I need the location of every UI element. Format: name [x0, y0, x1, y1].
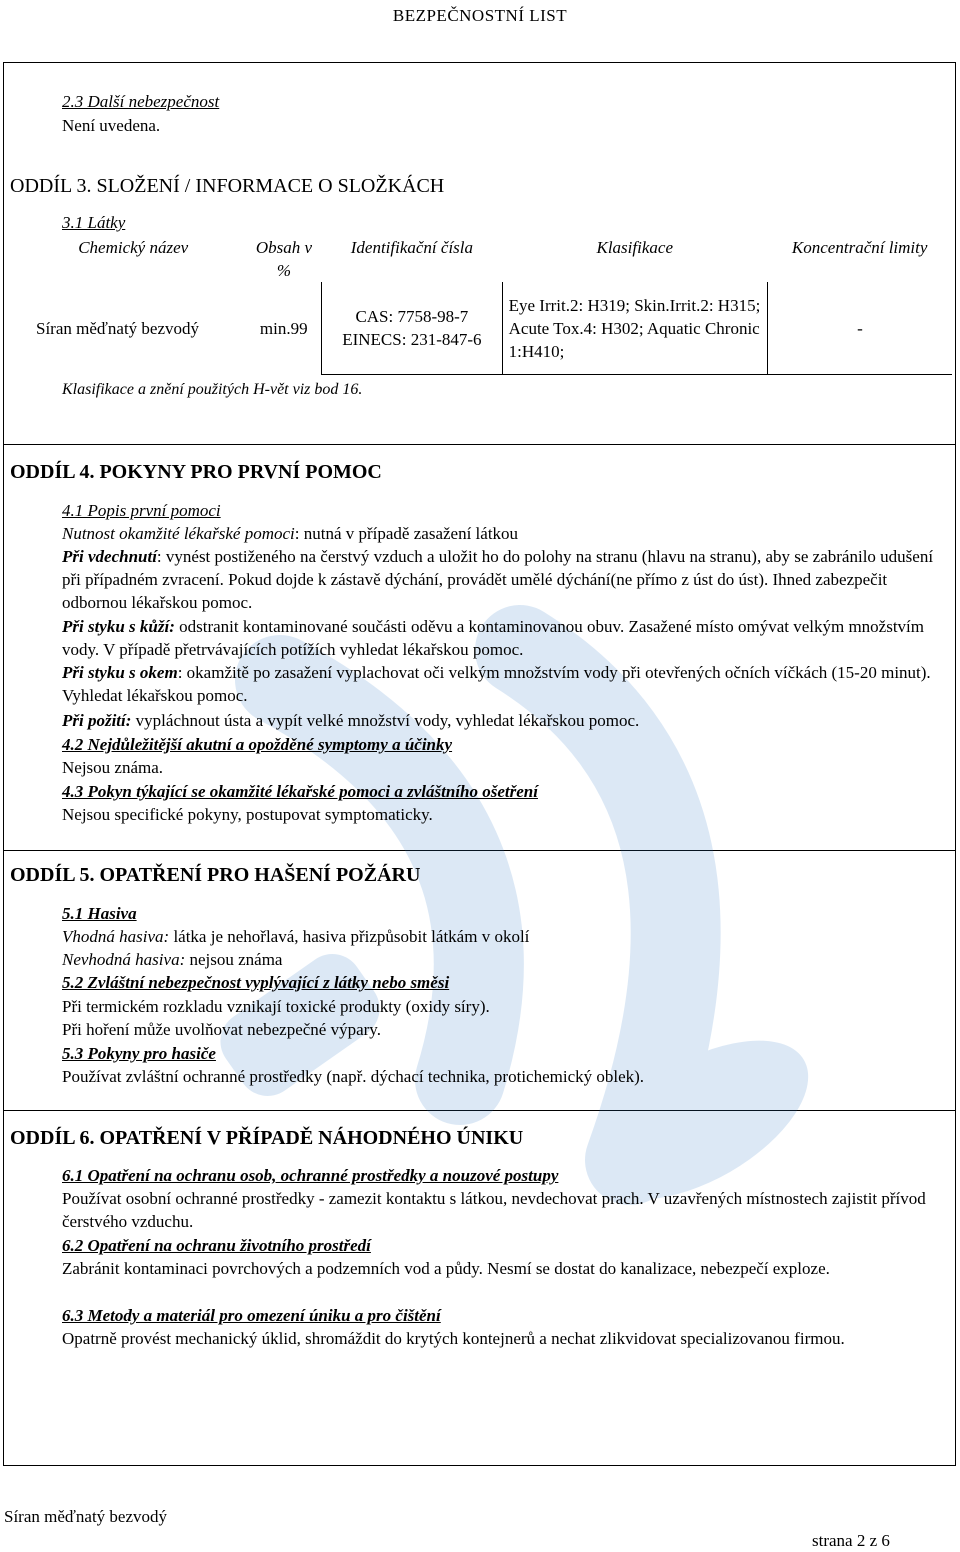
einecs-number: EINECS: 231-847-6 — [342, 330, 482, 349]
subsection-5-3-title: 5.3 Pokyny pro hasiče — [62, 1044, 216, 1063]
subsection-3-1-title: 3.1 Látky — [62, 213, 126, 232]
cell-limits: - — [767, 282, 952, 375]
suitable-extinguishers: Vhodná hasiva: látka je nehořlavá, hasiva přizpůsobit látkám v okolí — [62, 927, 530, 946]
subsection-4-3-title: 4.3 Pokyn týkající se okamžité lékařské pomoci a zvláštního ošetření — [62, 782, 538, 801]
inhalation-text: Při vdechnutí: vynést postiženého na čerstvý vzduch a uložit ho do polohy na stranu (hlavu na stranu), aby se zabránilo udušení při případném zvracení. Pokud dojde k zástavě dýchání, provádět umělé dýchání(ne přímo z úst do úst). Ihned zabezpečit odbornou lékařskou pomoc. — [62, 547, 934, 612]
composition-table — [20, 236, 952, 375]
subsection-6-1-text: Používat osobní ochranné prostředky - zamezit kontaktu s látkou, nevdechovat prach. V uzavřených místnostech zajistit přívod čerstvého vzduchu. — [62, 1189, 926, 1231]
subsection-6-3-text: Opatrně provést mechanický úklid, shromáždit do krytých kontejnerů a nechat zlikvidovat specializovanou firmou. — [62, 1329, 845, 1348]
ingestion-text: Při požití: vypláchnout ústa a vypít velké množství vody, vyhledat lékařskou pomoc. — [62, 711, 640, 730]
col-classification: Klasifikace — [596, 238, 673, 257]
subsection-5-2-line2: Při hoření může uvolňovat nebezpečné výpary. — [62, 1020, 381, 1039]
eye-contact-text: Při styku s okem: okamžitě po zasažení vyplachovat oči velkým množstvím vody při otevřených očních víčkách (15-20 minut). Vyhledat lékařskou pomoc. — [62, 663, 931, 705]
subsection-4-2-text: Nejsou známa. — [62, 758, 164, 777]
footer-product-name: Síran měďnatý bezvodý — [4, 1507, 168, 1526]
subsection-4-2-title: 4.2 Nejdůležitější akutní a opožděné symptomy a účinky — [62, 735, 453, 754]
subsection-6-1-title: 6.1 Opatření na ochranu osob, ochranné prostředky a nouzové postupy — [62, 1166, 559, 1185]
need-medical-help: Nutnost okamžité lékařské pomoci: nutná v případě zasažení látkou — [62, 524, 519, 543]
subsection-2-3-title: 2.3 Další nebezpečnost — [62, 92, 220, 111]
subsection-2-3-text: Není uvedena. — [62, 116, 161, 135]
table-header-row — [20, 236, 952, 282]
table-row — [20, 282, 952, 375]
cell-content: min.99 — [259, 318, 308, 338]
subsection-5-2-line1: Při termickém rozkladu vznikají toxické produkty (oxidy síry). — [62, 997, 490, 1016]
subsection-5-3-text: Používat zvláštní ochranné prostředky (např. dýchací technika, protichemický oblek). — [62, 1067, 645, 1086]
cell-name: Síran měďnatý bezvodý — [36, 318, 200, 338]
cell-identifiers — [322, 282, 503, 375]
section-6-title: ODDÍL 6. OPATŘENÍ V PŘÍPADĚ NÁHODNÉHO ÚNIKU — [10, 1127, 524, 1149]
subsection-5-1-title: 5.1 Hasiva — [62, 904, 137, 923]
subsection-6-3-title: 6.3 Metody a materiál pro omezení úniku a pro čištění — [62, 1306, 441, 1325]
col-identifiers: Identifikační čísla — [350, 238, 474, 257]
skin-contact-text: Při styku s kůží: odstranit kontaminované součásti oděvu a kontaminovanou obuv. Zasažené místo omývat velkým množstvím vody. V případě přetrvávajících potížích vyhledat lékařskou pomoc. — [62, 617, 925, 659]
col-chemical-name: Chemický název — [78, 238, 189, 257]
footer-page-number: strana 2 z 6 — [812, 1531, 890, 1550]
classification-note: Klasifikace a znění použitých H-vět viz bod 16. — [62, 381, 363, 398]
section-3-title: ODDÍL 3. SLOŽENÍ / INFORMACE O SLOŽKÁCH — [10, 175, 445, 197]
subsection-5-2-title: 5.2 Zvláštní nebezpečnost vyplývající z látky nebo směsi — [62, 973, 450, 992]
subsection-4-3-text: Nejsou specifické pokyny, postupovat symptomaticky. — [62, 805, 433, 824]
document-header-title: BEZPEČNOSTNÍ LIST — [392, 6, 568, 25]
cas-number: CAS: 7758-98-7 — [355, 307, 469, 326]
section-4-title: ODDÍL 4. POKYNY PRO PRVNÍ POMOC — [10, 461, 382, 483]
unsuitable-extinguishers: Nevhodná hasiva: nejsou známa — [62, 950, 283, 969]
col-limits: Koncentrační limity — [791, 238, 928, 257]
cell-classification: Eye Irrit.2: H319; Skin.Irrit.2: H315; Acute Tox.4: H302; Aquatic Chronic 1:H410; — [502, 282, 767, 375]
subsection-4-1-title: 4.1 Popis první pomoci — [62, 501, 221, 520]
subsection-6-2-text: Zabránit kontaminaci povrchových a podzemních vod a půdy. Nesmí se dostat do kanalizace, nebezpečí exploze. — [62, 1259, 830, 1278]
subsection-6-2-title: 6.2 Opatření na ochranu životního prostředí — [62, 1236, 371, 1255]
col-content: Obsah v % — [255, 238, 313, 280]
section-5-title: ODDÍL 5. OPATŘENÍ PRO HAŠENÍ POŽÁRU — [10, 864, 421, 886]
